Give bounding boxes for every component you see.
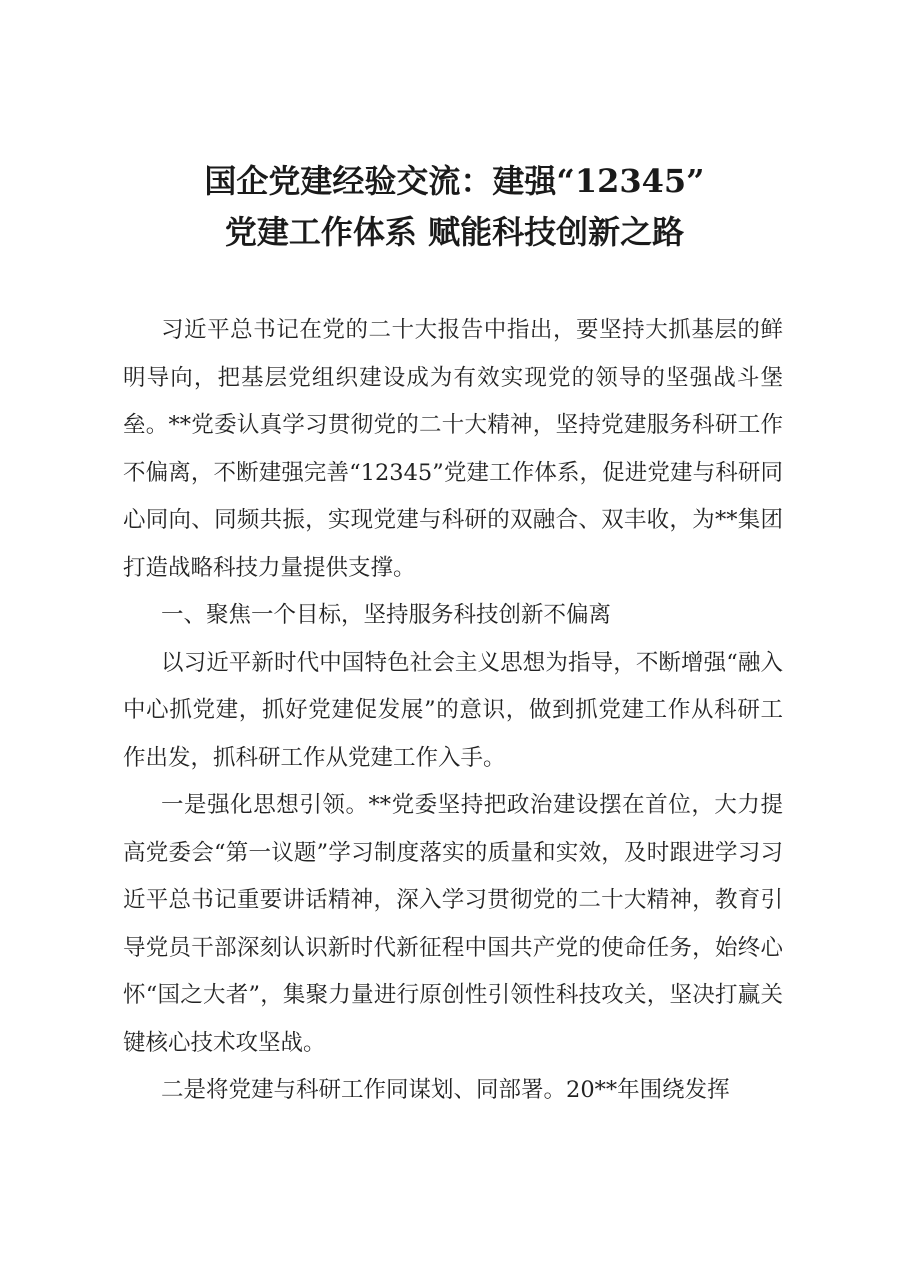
section-heading-1: 一、聚焦一个目标，坚持服务科技创新不偏离 bbox=[161, 602, 612, 628]
document-title-line-2: 党建工作体系 赋能科技创新之路 bbox=[224, 213, 685, 251]
document-title-line-1: 国企党建经验交流：建强“12345” bbox=[204, 162, 705, 200]
paragraph-intro: 习近平总书记在党的二十大报告中指出，要坚持大抓基层的鲜明导向，把基层党组织建设成为有效实现党的领导的坚强战斗堡垒。**党委认真学习贯彻党的二十大精神，坚持党建服务科研工作不偏离，不断建强完善“12345”党建工作体系，促进党建与科研同心同向、同频共振，实现党建与科研的双融合、双丰收，为**集团打造战略科技力量提供支撑。 bbox=[123, 317, 783, 581]
document-body bbox=[123, 307, 783, 1115]
paragraph-point-2: 二是将党建与科研工作同谋划、同部署。20**年围绕发挥 bbox=[161, 1077, 730, 1103]
paragraph-section-1: 以习近平新时代中国特色社会主义思想为指导，不断增强“融入中心抓党建，抓好党建促发展”的意识，做到抓党建工作从科研工作出发，抓科研工作从党建工作入手。 bbox=[123, 649, 783, 771]
paragraph-point-1: 一是强化思想引领。**党委坚持把政治建设摆在首位，大力提高党委会“第一议题”学习制度落实的质量和实效，及时跟进学习习近平总书记重要讲话精神，深入学习贯彻党的二十大精神，教育引导党员干部深刻认识新时代新征程中国共产党的使命任务，始终心怀“国之大者”，集聚力量进行原创性引领性科技攻关，坚决打赢关键核心技术攻坚战。 bbox=[123, 792, 783, 1056]
